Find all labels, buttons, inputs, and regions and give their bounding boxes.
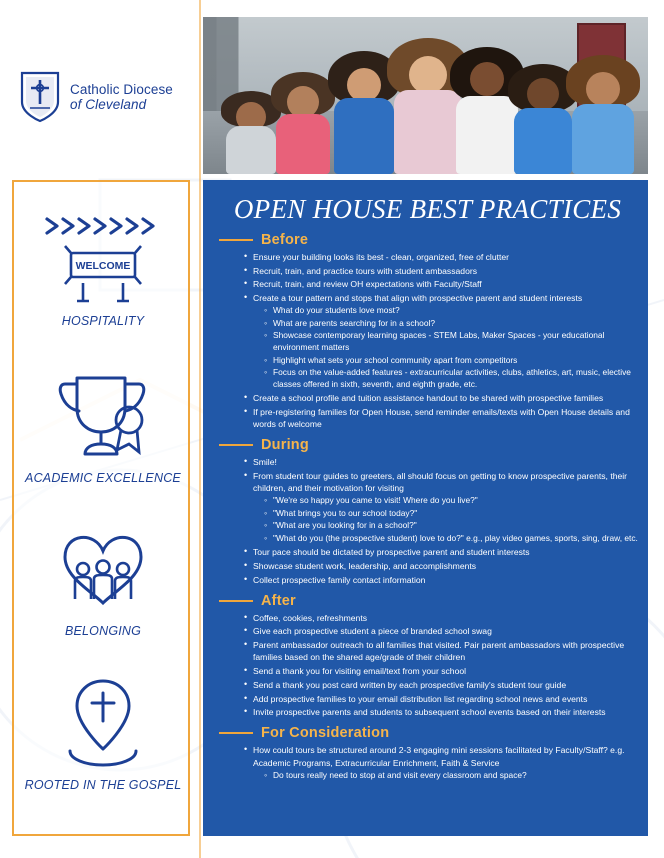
list-item bbox=[245, 470, 638, 545]
page-title: OPEN HOUSE BEST PRACTICES bbox=[233, 194, 622, 224]
sub-list bbox=[253, 770, 638, 782]
section-header bbox=[217, 232, 638, 248]
section-list bbox=[235, 251, 638, 430]
section-rule bbox=[219, 600, 253, 602]
list-item-text: Tour pace should be dictated by prospective parent and student interests bbox=[253, 547, 530, 558]
list-item-text: Invite prospective parents and students to subsequent school events based on their interests bbox=[253, 707, 606, 718]
section-rule bbox=[219, 732, 253, 734]
section-title: During bbox=[261, 437, 309, 454]
sections-container bbox=[217, 232, 638, 782]
list-item-text: Add prospective families to your email distribution list regarding school news and events bbox=[253, 693, 588, 704]
list-item-text: If pre-registering families for Open House, send reminder emails/texts with Open House details and words of welcome bbox=[253, 406, 630, 430]
sub-list bbox=[253, 305, 638, 390]
value-label: ROOTED IN THE GOSPEL bbox=[24, 778, 182, 792]
list-item bbox=[245, 706, 638, 718]
value-rooted-in-the-gospel bbox=[14, 674, 192, 792]
trophy-award-icon bbox=[14, 367, 192, 465]
list-item-text: Collect prospective family contact information bbox=[253, 574, 426, 585]
list-item bbox=[245, 744, 638, 781]
logo-line-1: Catholic Diocese bbox=[70, 81, 173, 97]
best-practices-panel bbox=[203, 180, 648, 836]
list-item-text: How could tours be structured around 2-3 engaging mini sessions facilitated by Faculty/Staff? e.g. Academic Programs, Extracurricular Enrichment, Faith & Service bbox=[253, 745, 625, 768]
list-item-text: Parent ambassador outreach to all families that visited. Pair parent ambassadors with prospective families based on the shared age/grade of their children bbox=[253, 640, 625, 663]
list-item-text: Send a thank you post card written by each prospective family's student tour guide bbox=[253, 679, 567, 690]
value-label: HOSPITALITY bbox=[61, 314, 145, 328]
list-item-text: Recruit, train, and review OH expectations with Faculty/Staff bbox=[253, 279, 482, 290]
list-item bbox=[245, 560, 638, 572]
list-item-text: Give each prospective student a piece of branded school swag bbox=[253, 626, 492, 637]
section-title: After bbox=[261, 592, 296, 609]
sub-list-item: ◦ "What are you looking for in a school?" bbox=[265, 520, 638, 532]
list-item-text: Smile! bbox=[253, 457, 277, 468]
list-item-text: Recruit, train, and practice tours with student ambassadors bbox=[253, 265, 478, 276]
sub-list-item: ◦ Do tours really need to stop at and visit every classroom and space? bbox=[265, 770, 638, 782]
list-item-text: From student tour guides to greeters, all should focus on getting to know prospective parents, their children, and their motivation for visiting bbox=[253, 471, 628, 494]
sub-list-item: ◦ What are parents searching for in a school? bbox=[265, 318, 638, 330]
sub-list-item: ◦ Highlight what sets your school community apart from competitors bbox=[265, 355, 638, 367]
section-list bbox=[235, 612, 638, 719]
list-item bbox=[245, 278, 638, 290]
list-item-text: Create a school profile and tuition assistance handout to be shared with prospective families bbox=[253, 393, 604, 404]
sub-list-item: ◦ Showcase contemporary learning spaces - STEM Labs, Maker Spaces - your educational environment matters bbox=[265, 330, 638, 354]
value-belonging bbox=[14, 520, 192, 638]
sub-list-item: ◦ What do your students love most? bbox=[265, 305, 638, 317]
list-item bbox=[245, 292, 638, 391]
list-item bbox=[245, 679, 638, 691]
sub-list-item: ◦ "What do you (the prospective student) love to do?" e.g., play video games, sports, sing, draw, etc. bbox=[265, 533, 638, 545]
logo-line-2: of Cleveland bbox=[70, 97, 147, 112]
svg-text:WELCOME: WELCOME bbox=[75, 260, 131, 272]
diocese-logo bbox=[18, 62, 196, 132]
value-academic-excellence bbox=[14, 367, 192, 485]
section-title: Before bbox=[261, 232, 309, 248]
sub-list-item: ◦ "What brings you to our school today?" bbox=[265, 508, 638, 520]
hero-photo bbox=[203, 17, 648, 174]
list-item bbox=[245, 265, 638, 277]
list-item bbox=[245, 406, 638, 430]
list-item-text: Send a thank you for visiting email/text from your school bbox=[253, 666, 467, 677]
heart-with-people-icon bbox=[14, 520, 192, 618]
welcome-sign-icon bbox=[14, 210, 192, 308]
section-list bbox=[235, 456, 638, 585]
sub-list bbox=[253, 495, 638, 544]
sub-list-item: ◦ Focus on the value-added features - extracurricular activities, clubs, athletics, art, music, elective classes offered in sixth, seventh, and eighth grade, etc. bbox=[265, 367, 638, 391]
section-rule bbox=[219, 239, 253, 241]
section-title: For Consideration bbox=[261, 725, 390, 742]
section-header bbox=[217, 725, 638, 741]
diocese-crest-icon bbox=[18, 70, 62, 124]
core-values-panel bbox=[12, 180, 190, 836]
list-item bbox=[245, 665, 638, 677]
list-item bbox=[245, 456, 638, 468]
list-item bbox=[245, 639, 638, 663]
list-item bbox=[245, 251, 638, 263]
list-item bbox=[245, 546, 638, 558]
sub-list-item: ◦ "We're so happy you came to visit! Where do you live?" bbox=[265, 495, 638, 507]
list-item bbox=[245, 625, 638, 637]
section-list bbox=[235, 744, 638, 781]
list-item bbox=[245, 693, 638, 705]
column-divider bbox=[199, 0, 201, 858]
section-header bbox=[217, 437, 638, 453]
list-item bbox=[245, 574, 638, 586]
list-item bbox=[245, 612, 638, 624]
list-item-text: Showcase student work, leadership, and accomplishments bbox=[253, 560, 477, 571]
section-header bbox=[217, 593, 638, 609]
map-pin-cross-icon bbox=[14, 674, 192, 772]
value-hospitality bbox=[14, 210, 192, 328]
list-item-text: Ensure your building looks its best - clean, organized, free of clutter bbox=[253, 252, 510, 262]
value-label: BELONGING bbox=[64, 624, 142, 638]
list-item-text: Create a tour pattern and stops that align with prospective parent and student interests bbox=[253, 293, 583, 304]
list-item bbox=[245, 392, 638, 404]
value-label: ACADEMIC EXCELLENCE bbox=[25, 471, 181, 485]
list-item-text: Coffee, cookies, refreshments bbox=[253, 612, 368, 623]
section-rule bbox=[219, 444, 253, 446]
